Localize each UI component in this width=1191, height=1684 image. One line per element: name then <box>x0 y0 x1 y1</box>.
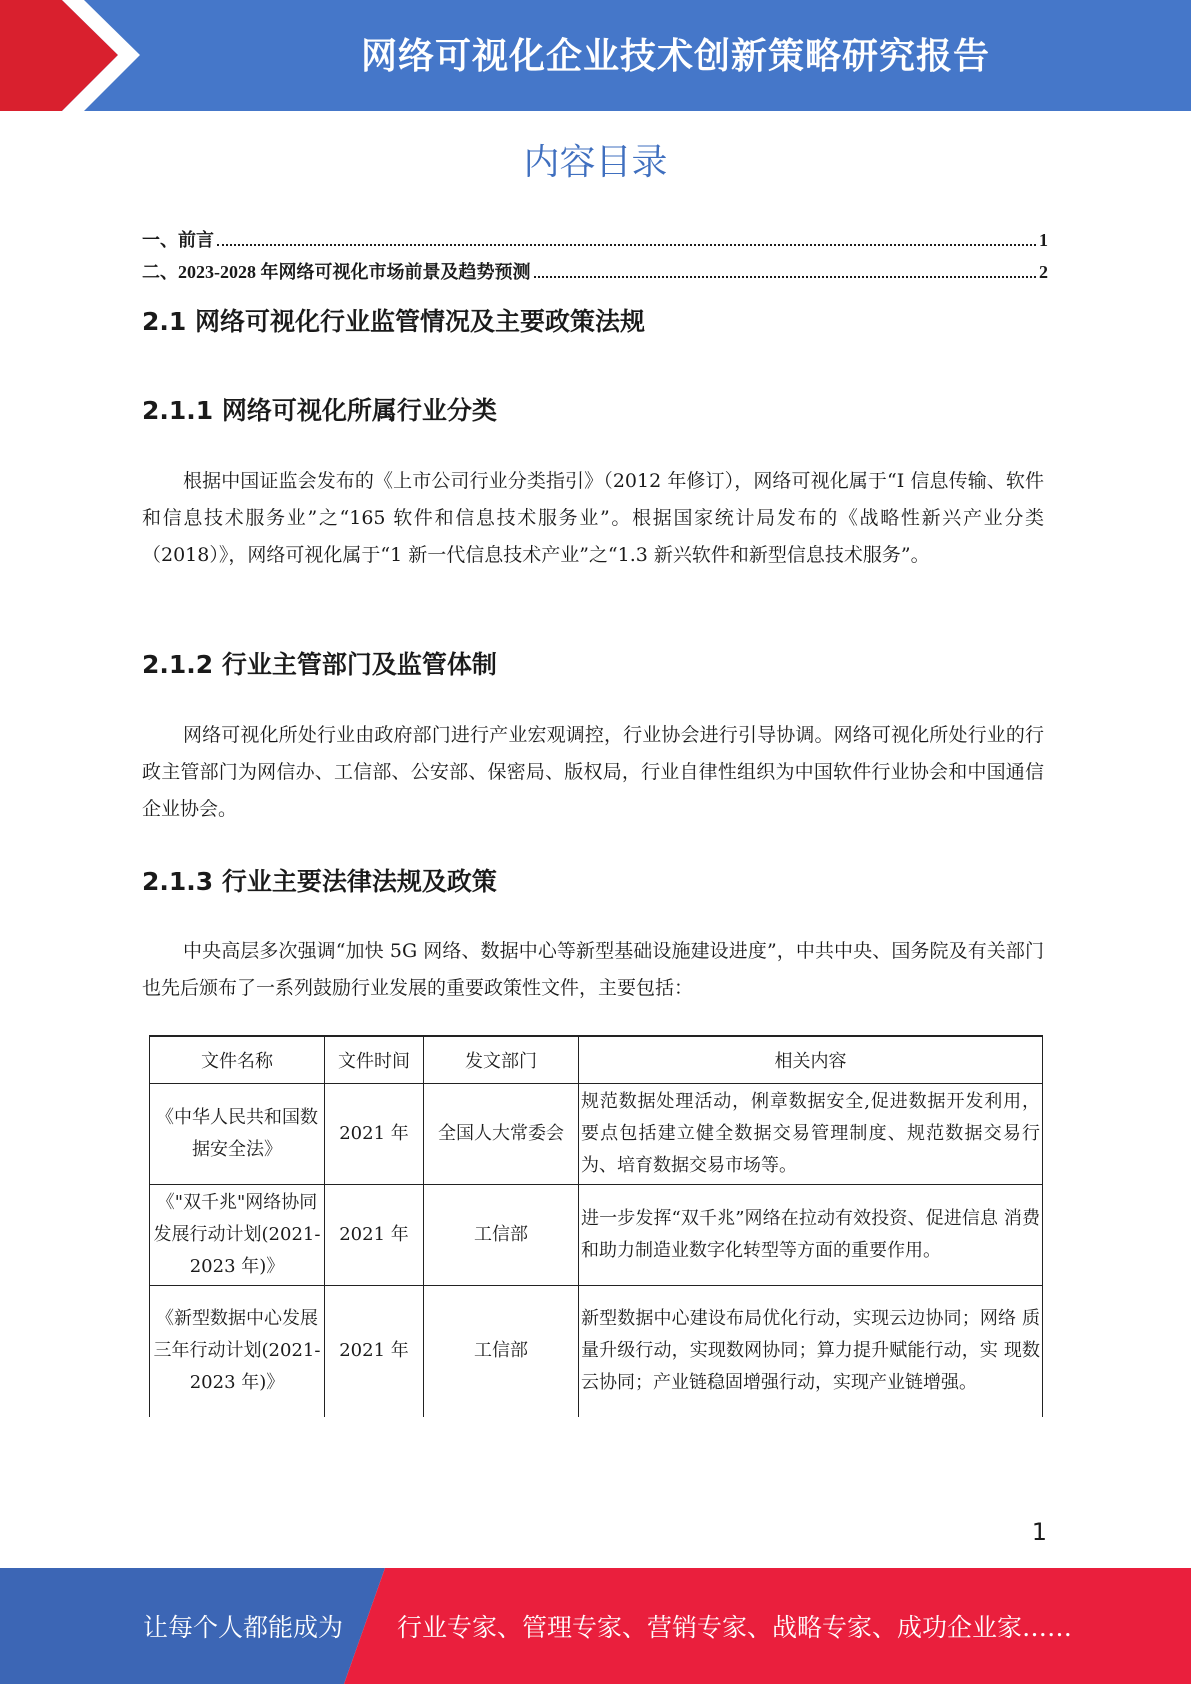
column-header-related-content: 相关内容 <box>579 1036 1043 1084</box>
toc-item-page: 2 <box>1039 262 1048 282</box>
cell-file-time: 2021 年 <box>325 1185 424 1286</box>
cell-related-content: 规范数据处理活动，俐章数据安全,促进数据开发利用， 要点包括建立健全数据交易管理制度、规范数据交易行 为、培育数据交易市场等。 <box>579 1084 1043 1185</box>
cell-issuing-dept: 全国人大常委会 <box>424 1084 579 1185</box>
toc-item[interactable] <box>142 258 1048 284</box>
header-banner <box>0 0 1191 111</box>
cell-file-name: 《中华人民共和国数 据安全法》 <box>150 1084 325 1185</box>
column-header-issuing-dept: 发文部门 <box>424 1036 579 1084</box>
table-row <box>150 1286 1043 1417</box>
paragraph-industry-classification: 根据中国证监会发布的《上市公司行业分类指引》（2012 年修订），网络可视化属于“I 信息传输、软件和信息技术服务业”之“165 软件和信息技术服务业”。根据国家统计局发布的《战略性新兴产业分类（2018）》，网络可视化属于“1 新一代信息技术产业”之“1.3 新兴软件和新型信息技术服务”。 <box>142 470 1044 566</box>
cell-issuing-dept: 工信部 <box>424 1286 579 1417</box>
header-arrow-graphic <box>0 0 160 111</box>
page-number: 1 <box>1031 1518 1047 1546</box>
section-heading-2-1-1: 2.1.1 网络可视化所属行业分类 <box>142 396 497 425</box>
section-heading-2-1-2: 2.1.2 行业主管部门及监管体制 <box>142 650 497 679</box>
column-header-file-time: 文件时间 <box>325 1036 424 1084</box>
cell-related-content: 新型数据中心建设布局优化行动，实现云边协同；网络 质量升级行动，实现数网协同；算力提升赋能行动，实 现数云协同；产业链稳固增强行动，实现产业链增强。 <box>579 1286 1043 1417</box>
section-heading-2-1: 2.1 网络可视化行业监管情况及主要政策法规 <box>142 307 645 336</box>
toc-item-label: 一、前言 <box>142 230 214 250</box>
paragraph-regulatory-system: 网络可视化所处行业由政府部门进行产业宏观调控，行业协会进行引导协调。网络可视化所处行业的行政主管部门为网信办、工信部、公安部、保密局、版权局，行业自律性组织为中国软件行业协会和中国通信企业协会。 <box>142 724 1044 820</box>
footer-banner <box>0 1568 1191 1684</box>
toc-leader-dots <box>534 276 1037 278</box>
toc-leader-dots <box>217 244 1036 246</box>
cell-issuing-dept: 工信部 <box>424 1185 579 1286</box>
toc-item-page: 1 <box>1039 230 1048 250</box>
cell-file-name: 《"双千兆"网络协同发展行动计划(2021-2023 年)》 <box>150 1185 325 1286</box>
toc-item-label: 二、2023-2028 年网络可视化市场前景及趋势预测 <box>142 262 531 282</box>
toc-item[interactable] <box>142 226 1048 252</box>
section-heading-2-1-3: 2.1.3 行业主要法律法规及政策 <box>142 867 497 896</box>
cell-related-content: 进一步发挥“双千兆”网络在拉动有效投资、促进信息 消费和助力制造业数字化转型等方面的重要作用。 <box>579 1185 1043 1286</box>
footer-slogan-right: 行业专家、管理专家、营销专家、战略专家、成功企业家…… <box>397 1613 1073 1642</box>
table-row <box>150 1185 1043 1286</box>
table-header-row <box>150 1036 1043 1084</box>
toc-title: 内容目录 <box>523 142 668 183</box>
column-header-file-name: 文件名称 <box>150 1036 325 1084</box>
paragraph-policies-intro: 中央高层多次强调“加快 5G 网络、数据中心等新型基础设施建设进度”，中共中央、国务院及有关部门也先后颁布了一系列鼓励行业发展的重要政策性文件，主要包括： <box>142 940 1044 999</box>
policy-table <box>149 1035 1043 1417</box>
cell-file-time: 2021 年 <box>325 1286 424 1417</box>
footer-slogan-left: 让每个人都能成为 <box>143 1613 344 1642</box>
cell-file-time: 2021 年 <box>325 1084 424 1185</box>
header-title: 网络可视化企业技术创新策略研究报告 <box>360 36 990 77</box>
table-row <box>150 1084 1043 1185</box>
cell-file-name: 《新型数据中心发展三年行动计划(2021-2023 年)》 <box>150 1286 325 1417</box>
